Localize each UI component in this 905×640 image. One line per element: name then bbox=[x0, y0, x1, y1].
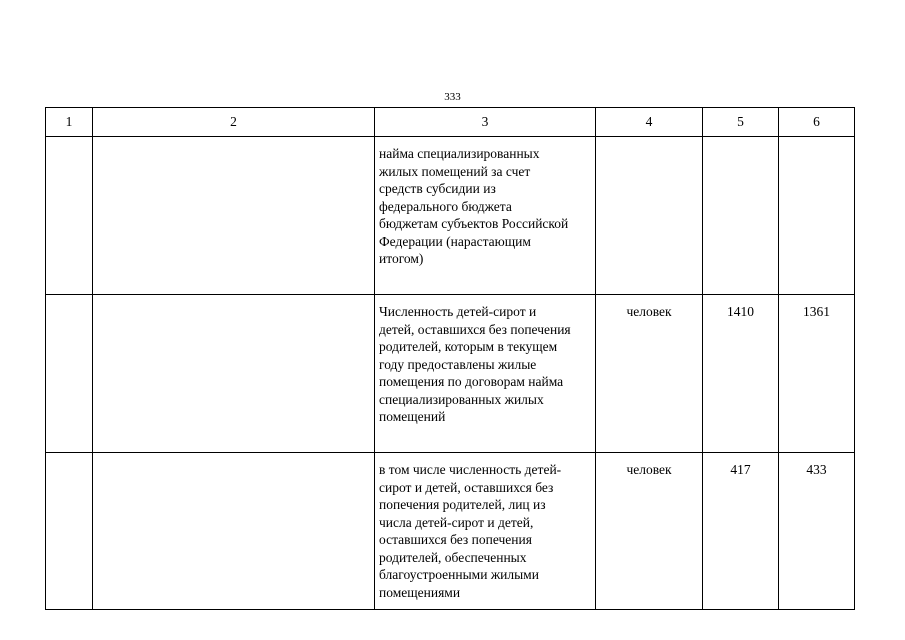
description-line: итогом) bbox=[379, 251, 424, 266]
description-line: специализированных жилых bbox=[379, 391, 544, 407]
value-col-6 bbox=[779, 137, 855, 295]
description-line: сирот и детей, оставшихся без bbox=[379, 479, 554, 495]
description-line: году предоставлены жилые bbox=[379, 356, 537, 372]
page-number: 333 bbox=[444, 91, 461, 103]
column-header-6: 6 bbox=[779, 108, 855, 137]
description-line: помещениями bbox=[379, 584, 461, 600]
description-line: помещения по договорам найма bbox=[379, 374, 564, 389]
description-line: родителей, которым в текущем bbox=[379, 339, 558, 354]
description-line: в том числе численность детей- bbox=[379, 462, 562, 477]
column-header-2: 2 bbox=[93, 108, 375, 137]
description-line: помещений bbox=[379, 409, 446, 424]
value-col-5 bbox=[703, 137, 779, 295]
description-line: родителей, обеспеченных bbox=[379, 549, 527, 565]
description-line: жилых помещений за счет bbox=[379, 163, 531, 179]
table-row bbox=[46, 295, 855, 453]
description-line: найма специализированных bbox=[379, 146, 540, 161]
value-col-6: 433 bbox=[779, 453, 855, 610]
description-line: числа детей-сирот и детей, bbox=[379, 514, 534, 530]
column-header-3: 3 bbox=[375, 108, 596, 137]
row-col-2 bbox=[93, 295, 375, 453]
indicator-description bbox=[375, 295, 596, 453]
column-header-1: 1 bbox=[46, 108, 93, 137]
row-col-1 bbox=[46, 137, 93, 295]
row-col-2 bbox=[93, 137, 375, 295]
description-line: Федерации (нарастающим bbox=[379, 233, 531, 249]
description-line: детей, оставшихся без попечения bbox=[379, 321, 571, 337]
unit-cell: человек bbox=[596, 453, 703, 610]
row-col-1 bbox=[46, 453, 93, 610]
indicators-table bbox=[45, 107, 855, 610]
indicator-description bbox=[375, 137, 596, 295]
unit-cell: человек bbox=[596, 295, 703, 453]
description-line: оставшихся без попечения bbox=[379, 532, 532, 547]
description-line: средств субсидии из bbox=[379, 181, 496, 196]
column-header-5: 5 bbox=[703, 108, 779, 137]
description-line: благоустроенными жилыми bbox=[379, 567, 539, 582]
indicator-description bbox=[375, 453, 596, 610]
table-header-row bbox=[46, 108, 855, 137]
description-line: бюджетам субъектов Российской bbox=[379, 216, 569, 231]
table-row bbox=[46, 453, 855, 610]
value-col-5: 1410 bbox=[703, 295, 779, 453]
table-row bbox=[46, 137, 855, 295]
description-line: федерального бюджета bbox=[379, 198, 512, 214]
row-col-2 bbox=[93, 453, 375, 610]
value-col-6: 1361 bbox=[779, 295, 855, 453]
unit-cell bbox=[596, 137, 703, 295]
description-line: попечения родителей, лиц из bbox=[379, 497, 546, 512]
row-col-1 bbox=[46, 295, 93, 453]
column-header-4: 4 bbox=[596, 108, 703, 137]
description-line: Численность детей-сирот и bbox=[379, 304, 537, 319]
value-col-5: 417 bbox=[703, 453, 779, 610]
